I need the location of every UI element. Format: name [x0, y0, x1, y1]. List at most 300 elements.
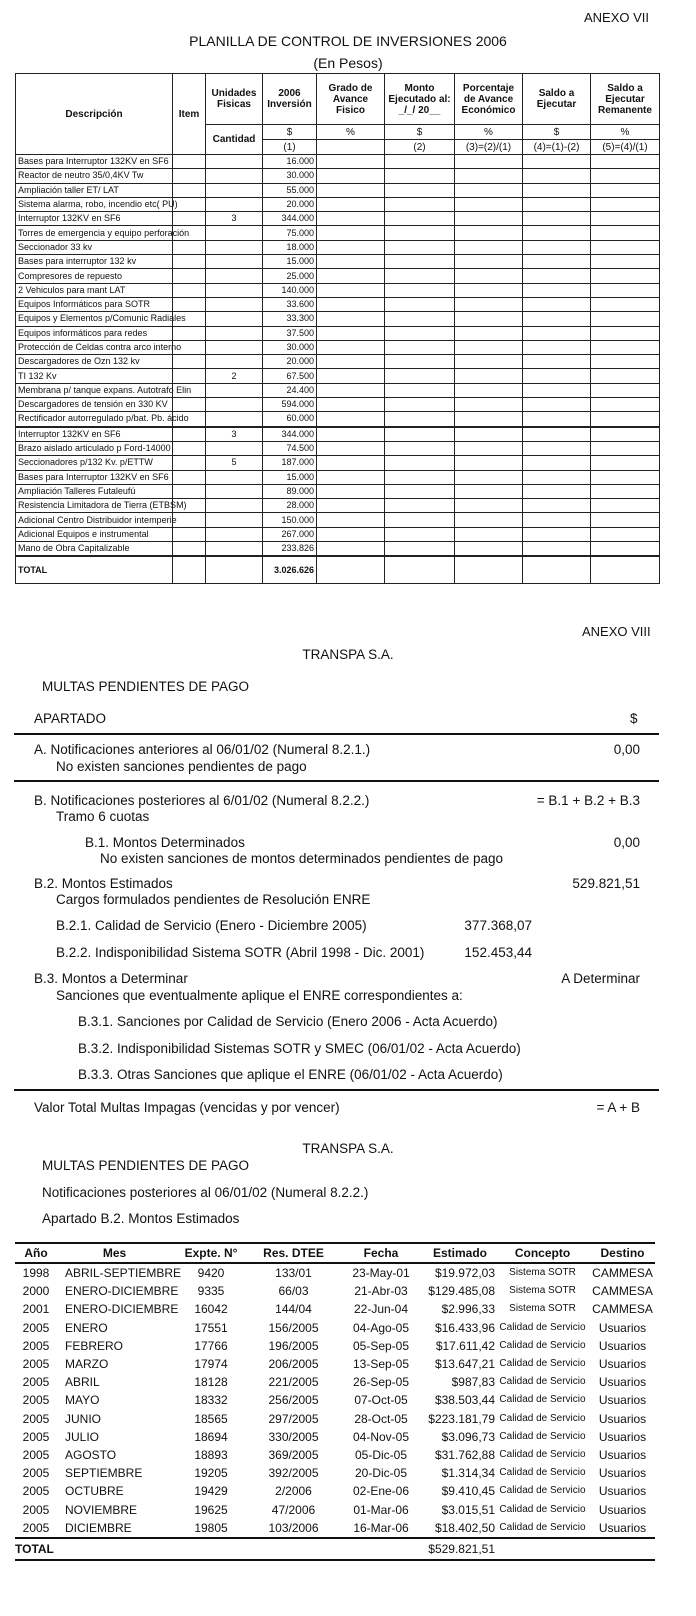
row-grado [317, 340, 385, 354]
cell-month: ENERO [65, 1320, 108, 1335]
cell-year: 2005 [22, 1338, 50, 1353]
row-monto [385, 427, 455, 442]
row-porcentaje [455, 269, 523, 283]
row-amount: 30.000 [263, 169, 317, 183]
row-remanente [591, 398, 660, 412]
table-row [15, 1355, 655, 1373]
row-amount: 187.000 [263, 456, 317, 470]
row-grado [317, 542, 385, 557]
row-quantity [206, 169, 263, 183]
table-row [16, 355, 660, 369]
row-quantity: 3 [206, 212, 263, 226]
cell-month: NOVIEMBRE [65, 1502, 138, 1517]
row-remanente [591, 383, 660, 397]
table-row [16, 340, 660, 354]
table-row [16, 169, 660, 183]
table-row [16, 269, 660, 283]
row-description: Equipos informáticos para redes [16, 326, 173, 340]
row-quantity [206, 155, 263, 169]
row-grado [317, 412, 385, 427]
row-quantity [206, 470, 263, 484]
cell-file-number: 17974 [194, 1357, 228, 1372]
cell-resolution: 156/2005 [268, 1320, 319, 1335]
row-amount: 89.000 [263, 484, 317, 498]
col-header-remanente: Saldo a Ejecutar Remanente [591, 74, 660, 125]
cell-file-number: 17766 [194, 1338, 228, 1353]
table-row [16, 398, 660, 412]
row-porcentaje [455, 155, 523, 169]
cell-month: AGOSTO [65, 1447, 117, 1462]
row-porcentaje [455, 355, 523, 369]
row-saldo [523, 226, 591, 240]
cell-resolution: 196/2005 [268, 1338, 319, 1353]
row-quantity [206, 484, 263, 498]
cell-destination: Usuarios [598, 1393, 647, 1408]
row-saldo [523, 155, 591, 169]
row-grado [317, 312, 385, 326]
row-monto [385, 513, 455, 527]
row-item [173, 456, 206, 470]
row-item [173, 398, 206, 412]
row-monto [385, 499, 455, 513]
row-porcentaje [455, 484, 523, 498]
row-remanente [591, 513, 660, 527]
row-remanente [591, 297, 660, 311]
row-remanente [591, 183, 660, 197]
row-monto [385, 155, 455, 169]
row-description: Ampliación taller ET/ LAT [16, 183, 173, 197]
cell-estimated: $223.181,79 [428, 1411, 495, 1426]
section-a-value: 0,00 [613, 742, 640, 757]
cell-resolution: 133/01 [275, 1266, 312, 1281]
cell-month: JULIO [65, 1429, 100, 1444]
row-porcentaje [455, 255, 523, 269]
row-grado [317, 255, 385, 269]
row-monto [385, 312, 455, 326]
row-quantity [206, 226, 263, 240]
detail-company-name: TRANSPA S.A. [302, 1141, 394, 1156]
formula-grado [317, 140, 385, 155]
row-grado [317, 484, 385, 498]
row-monto [385, 183, 455, 197]
section-b22-label: B.2.2. Indisponibilidad Sistema SOTR (Abril 1998 - Dic. 2001) [56, 945, 425, 960]
section-b22-value: 152.453,44 [464, 945, 532, 960]
row-grado [317, 212, 385, 226]
row-porcentaje [455, 527, 523, 541]
row-description: Compresores de repuesto [16, 269, 173, 283]
row-grado [317, 297, 385, 311]
row-description: Torres de emergencia y equipo perforación [16, 226, 173, 240]
table-row [16, 369, 660, 383]
table-row [16, 499, 660, 513]
table-row [15, 1337, 655, 1355]
section-b3-title: B.3. Montos a Determinar [34, 971, 188, 986]
cell-file-number: 19625 [194, 1502, 228, 1517]
cell-concept: Calidad de Servicio [499, 1412, 586, 1424]
table-row [16, 383, 660, 397]
row-saldo [523, 484, 591, 498]
row-monto [385, 212, 455, 226]
cell-year: 2005 [22, 1375, 50, 1390]
unit-monto: $ [385, 125, 455, 140]
cell-destination: Usuarios [598, 1338, 647, 1353]
row-quantity [206, 513, 263, 527]
row-grado [317, 383, 385, 397]
col-header-monto: Monto Ejecutado al: _/_/ 20__ [385, 74, 455, 125]
section-b-note: Tramo 6 cuotas [56, 809, 150, 824]
row-amount: 67.500 [263, 369, 317, 383]
col-header-descripcion: Descripción [16, 74, 173, 155]
row-porcentaje [455, 326, 523, 340]
row-saldo [523, 470, 591, 484]
row-item [173, 169, 206, 183]
row-remanente [591, 283, 660, 297]
row-amount: 267.000 [263, 527, 317, 541]
row-saldo [523, 355, 591, 369]
table-row [16, 470, 660, 484]
cell-destination: Usuarios [598, 1520, 647, 1535]
row-porcentaje [455, 412, 523, 427]
row-description: Interruptor 132KV en SF6 [16, 427, 173, 442]
cell-month: ENERO-DICIEMBRE [65, 1284, 179, 1299]
row-item [173, 255, 206, 269]
row-description: 2 Vehiculos para mant LAT [16, 283, 173, 297]
section-b1-note: No existen sanciones de montos determinados pendientes de pago [100, 851, 504, 866]
col-header-unidades: Unidades Fisicas [206, 74, 263, 125]
section-b-value: = B.1 + B.2 + B.3 [536, 793, 640, 808]
divider [14, 733, 659, 735]
row-porcentaje [455, 240, 523, 254]
table-row [15, 1519, 655, 1538]
row-description: Ampliación Talleres Futaleufú [16, 484, 173, 498]
row-description: Mano de Obra Capitalizable [16, 542, 173, 557]
cell-destination: Usuarios [598, 1466, 647, 1481]
table-row [16, 255, 660, 269]
row-saldo [523, 427, 591, 442]
row-porcentaje [455, 340, 523, 354]
row-remanente [591, 355, 660, 369]
row-quantity [206, 441, 263, 455]
formula-porcentaje: (3)=(2)/(1) [455, 140, 523, 155]
row-amount: 16.000 [263, 155, 317, 169]
row-grado [317, 155, 385, 169]
row-item [173, 513, 206, 527]
cell-month: OCTUBRE [65, 1484, 124, 1499]
row-grado [317, 499, 385, 513]
table-row [16, 427, 660, 442]
table-row [16, 412, 660, 427]
cell-estimated: $129.485,08 [428, 1284, 495, 1299]
row-description: Bases para Interruptor 132KV en SF6 [16, 155, 173, 169]
row-monto [385, 169, 455, 183]
row-quantity [206, 527, 263, 541]
row-saldo [523, 326, 591, 340]
table-row [15, 1391, 655, 1409]
row-remanente [591, 226, 660, 240]
cell-file-number: 9420 [197, 1266, 225, 1281]
row-grado [317, 283, 385, 297]
row-item [173, 183, 206, 197]
row-item [173, 212, 206, 226]
row-item [173, 269, 206, 283]
section-b3-value: A Determinar [561, 971, 640, 986]
row-description: Seccionadores p/132 Kv. p/ETTW [16, 456, 173, 470]
cell-concept: Calidad de Servicio [499, 1521, 586, 1533]
section-b2-title: B.2. Montos Estimados [34, 876, 173, 891]
row-saldo [523, 255, 591, 269]
section-b32: B.3.2. Indisponibilidad Sistemas SOTR y SMEC (06/01/02 - Acta Acuerdo) [78, 1041, 521, 1056]
row-remanente [591, 527, 660, 541]
row-quantity [206, 340, 263, 354]
section-b1-value: 0,00 [613, 835, 640, 850]
annex-viii-label: ANEXO VIII [582, 624, 651, 639]
row-grado [317, 326, 385, 340]
row-quantity [206, 312, 263, 326]
row-amount: 33.300 [263, 312, 317, 326]
cell-date: 01-Mar-06 [353, 1502, 409, 1517]
table-row [15, 1410, 655, 1428]
table-row [15, 1446, 655, 1464]
row-quantity [206, 542, 263, 557]
row-remanente [591, 326, 660, 340]
row-grado [317, 513, 385, 527]
row-description: Adicional Equipos e instrumental [16, 527, 173, 541]
cell-estimated: $19.972,03 [434, 1266, 495, 1281]
cell-estimated: $2.996,33 [441, 1302, 495, 1317]
table-row [15, 1373, 655, 1391]
row-grado [317, 369, 385, 383]
col-header-cantidad: Cantidad [206, 125, 263, 155]
row-grado [317, 240, 385, 254]
cell-resolution: 256/2005 [268, 1393, 319, 1408]
formula-inversion: (1) [263, 140, 317, 155]
cell-destination: Usuarios [598, 1429, 647, 1444]
section-a-note: No existen sanciones pendientes de pago [56, 759, 307, 774]
cell-file-number: 17551 [194, 1320, 228, 1335]
row-item [173, 441, 206, 455]
cell-date: 21-Abr-03 [354, 1284, 408, 1299]
total-row [16, 556, 660, 584]
cell-date: 13-Sep-05 [352, 1357, 410, 1372]
row-saldo [523, 340, 591, 354]
unit-inversion: $ [263, 125, 317, 140]
cell-destination: CAMMESA [592, 1284, 653, 1299]
row-amount: 30.000 [263, 340, 317, 354]
col-header: Fecha [337, 1243, 425, 1263]
cell-estimated: $38.503,44 [434, 1393, 495, 1408]
cell-concept: Calidad de Servicio [499, 1394, 586, 1406]
row-remanente [591, 499, 660, 513]
section-b31: B.3.1. Sanciones por Calidad de Servicio (Enero 2006 - Acta Acuerdo) [78, 1014, 498, 1029]
row-remanente [591, 542, 660, 557]
cell-date: 04-Nov-05 [352, 1429, 410, 1444]
formula-monto: (2) [385, 140, 455, 155]
row-monto [385, 297, 455, 311]
table-row [15, 1500, 655, 1518]
cell-resolution: 330/2005 [268, 1429, 319, 1444]
row-amount: 140.000 [263, 283, 317, 297]
row-remanente [591, 427, 660, 442]
estimated-fines-table [15, 1242, 655, 1561]
row-description: Bases para Interruptor 132KV en SF6 [16, 470, 173, 484]
row-saldo [523, 542, 591, 557]
row-saldo [523, 269, 591, 283]
row-remanente [591, 484, 660, 498]
row-quantity [206, 283, 263, 297]
divider [14, 1089, 659, 1091]
detail-line1: Notificaciones posteriores al 06/01/02 (Numeral 8.2.2.) [42, 1185, 369, 1200]
cell-concept: Calidad de Servicio [499, 1448, 586, 1460]
row-quantity: 3 [206, 427, 263, 442]
row-grado [317, 197, 385, 211]
cell-estimated: $31.762,88 [434, 1447, 495, 1462]
cell-resolution: 206/2005 [268, 1357, 319, 1372]
table-row [15, 1482, 655, 1500]
row-grado [317, 441, 385, 455]
row-description: Adicional Centro Distribuidor intemperie [16, 513, 173, 527]
table-row [16, 212, 660, 226]
row-saldo [523, 527, 591, 541]
row-saldo [523, 197, 591, 211]
row-quantity [206, 255, 263, 269]
col-header: Destino [590, 1243, 655, 1263]
section-b-title: B. Notificaciones posteriores al 6/01/02 (Numeral 8.2.2.) [34, 793, 370, 808]
row-description: Brazo aislado articulado p Ford-14000 [16, 441, 173, 455]
total-amount: 3.026.626 [263, 556, 317, 584]
row-item [173, 369, 206, 383]
row-amount: 37.500 [263, 326, 317, 340]
table-row [16, 456, 660, 470]
row-quantity [206, 355, 263, 369]
cell-destination: Usuarios [598, 1320, 647, 1335]
cell-month: ABRIL-SEPTIEMBRE [65, 1266, 182, 1281]
row-monto [385, 484, 455, 498]
investment-table-title: PLANILLA DE CONTROL DE INVERSIONES 2006 [189, 33, 507, 49]
row-description: Descargadores de Ozn 132 kv [16, 355, 173, 369]
cell-year: 2005 [22, 1520, 50, 1535]
cell-resolution: 369/2005 [268, 1447, 319, 1462]
cell-month: MARZO [65, 1357, 109, 1372]
row-monto [385, 197, 455, 211]
row-grado [317, 226, 385, 240]
row-description: Sistema alarma, robo, incendio etc( PU) [16, 197, 173, 211]
row-monto [385, 369, 455, 383]
section-b21-label: B.2.1. Calidad de Servicio (Enero - Diciembre 2005) [56, 918, 367, 933]
col-header: Mes [57, 1243, 172, 1263]
row-saldo [523, 212, 591, 226]
cell-year: 2005 [22, 1429, 50, 1444]
row-monto [385, 226, 455, 240]
row-monto [385, 383, 455, 397]
row-porcentaje [455, 513, 523, 527]
cell-date: 16-Mar-06 [353, 1520, 409, 1535]
row-description: Protección de Celdas contra arco interno [16, 340, 173, 354]
cell-year: 2001 [22, 1302, 50, 1317]
row-monto [385, 527, 455, 541]
row-saldo [523, 513, 591, 527]
row-saldo [523, 240, 591, 254]
cell-month: SEPTIEMBRE [65, 1466, 143, 1481]
cell-year: 2005 [22, 1484, 50, 1499]
table-row [16, 297, 660, 311]
row-remanente [591, 255, 660, 269]
total-label: TOTAL [16, 556, 173, 584]
row-quantity [206, 499, 263, 513]
cell-file-number: 9335 [197, 1284, 225, 1299]
row-remanente [591, 312, 660, 326]
row-porcentaje [455, 383, 523, 397]
row-quantity [206, 398, 263, 412]
row-item [173, 297, 206, 311]
col-header-saldo: Saldo a Ejecutar [523, 74, 591, 125]
col-header: Concepto [495, 1243, 590, 1263]
table-row [15, 1263, 655, 1282]
cell-destination: Usuarios [598, 1502, 647, 1517]
cell-concept: Sistema SOTR [509, 1267, 576, 1279]
total-label: TOTAL [15, 1538, 172, 1560]
cell-month: FEBRERO [65, 1338, 124, 1353]
col-header: Estimado [425, 1243, 495, 1263]
unit-saldo: $ [523, 125, 591, 140]
row-remanente [591, 212, 660, 226]
cell-destination: Usuarios [598, 1484, 647, 1499]
row-description: Interruptor 132KV en SF6 [16, 212, 173, 226]
row-saldo [523, 283, 591, 297]
row-saldo [523, 398, 591, 412]
row-grado [317, 169, 385, 183]
row-monto [385, 412, 455, 427]
cell-estimated: $1.314,34 [441, 1466, 495, 1481]
cell-concept: Calidad de Servicio [499, 1503, 586, 1515]
row-monto [385, 340, 455, 354]
cell-year: 2000 [22, 1284, 50, 1299]
row-monto [385, 269, 455, 283]
table-row [16, 183, 660, 197]
total-label: Valor Total Multas Impagas (vencidas y por vencer) [34, 1100, 340, 1115]
row-description: Equipos y Elementos p/Comunic Radiales [16, 312, 173, 326]
row-quantity [206, 183, 263, 197]
col-header-grado: Grado de Avance Fisico [317, 74, 385, 125]
cell-month: JUNIO [65, 1411, 101, 1426]
cell-date: 22-Jun-04 [353, 1302, 409, 1317]
cell-date: 05-Sep-05 [352, 1338, 410, 1353]
section-heading: MULTAS PENDIENTES DE PAGO [42, 679, 250, 694]
annex-vii-label: ANEXO VII [584, 10, 650, 25]
row-description: TI 132 Kv [16, 369, 173, 383]
cell-file-number: 18128 [194, 1375, 228, 1390]
cell-date: 28-Oct-05 [354, 1411, 408, 1426]
row-porcentaje [455, 470, 523, 484]
table-row [16, 484, 660, 498]
cell-year: 1998 [22, 1266, 50, 1281]
col-header-inversion: 2006 Inversión [263, 74, 317, 125]
cell-concept: Sistema SOTR [509, 1285, 576, 1297]
cell-file-number: 16042 [194, 1302, 228, 1317]
col-header-porcentaje: Porcentaje de Avance Económico [455, 74, 523, 125]
row-amount: 20.000 [263, 197, 317, 211]
section-b1-title: B.1. Montos Determinados [85, 835, 245, 850]
row-item [173, 527, 206, 541]
row-remanente [591, 240, 660, 254]
row-monto [385, 398, 455, 412]
row-description: Resistencia Limitadora de Tierra (ETBSM) [16, 499, 173, 513]
cell-estimated: $9.410,45 [441, 1484, 495, 1499]
row-porcentaje [455, 283, 523, 297]
row-grado [317, 183, 385, 197]
cell-concept: Calidad de Servicio [499, 1339, 586, 1351]
row-grado [317, 269, 385, 283]
row-porcentaje [455, 369, 523, 383]
